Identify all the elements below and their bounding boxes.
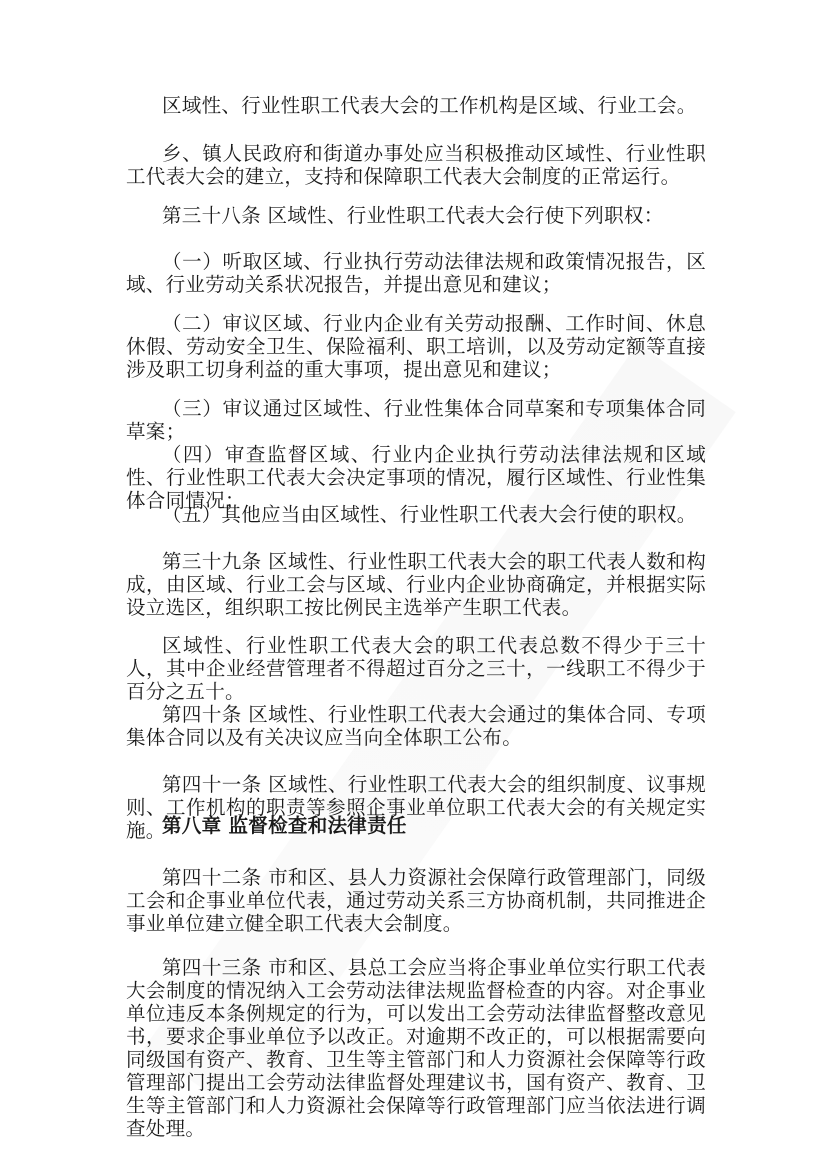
paragraph: 乡、镇人民政府和街道办事处应当积极推动区域性、行业性职工代表大会的建立，支持和保障职工代表大会制度的正常运行。: [126, 142, 706, 188]
list-item: （三）审议通过区域性、行业性集体合同草案和专项集体合同草案；: [126, 397, 706, 443]
article-39: 第三十九条 区域性、行业性职工代表大会的职工代表人数和构成，由区域、行业工会与区域、行业内企业协商确定，并根据实际设立选区，组织职工按比例民主选举产生职工代表。: [126, 550, 706, 619]
article-42: 第四十二条 市和区、县人力资源社会保障行政管理部门，同级工会和企事业单位代表，通过劳动关系三方协商机制，共同推进企事业单位建立健全职工代表大会制度。: [126, 866, 706, 935]
list-item: （五）其他应当由区域性、行业性职工代表大会行使的职权。: [162, 503, 697, 526]
article-38: 第三十八条 区域性、行业性职工代表大会行使下列职权：: [162, 204, 664, 227]
article-41: 第四十一条 区域性、行业性职工代表大会的组织制度、议事规则、工作机构的职责等参照企事业单位职工代表大会的有关规定实施。: [126, 773, 706, 842]
list-item: （四）审查监督区域、行业内企业执行劳动法律法规和区域性、行业性职工代表大会决定事项的情况，履行区域性、行业性集体合同情况；: [126, 443, 706, 512]
list-item: （二）审议区域、行业内企业有关劳动报酬、工作时间、休息休假、劳动安全卫生、保险福利、职工培训，以及劳动定额等直接涉及职工切身利益的重大事项，提出意见和建议；: [126, 312, 706, 381]
article-40: 第四十条 区域性、行业性职工代表大会通过的集体合同、专项集体合同以及有关决议应当向全体职工公布。: [126, 703, 706, 749]
paragraph: 区域性、行业性职工代表大会的工作机构是区域、行业工会。: [162, 94, 697, 117]
paragraph: 区域性、行业性职工代表大会的职工代表总数不得少于三十人，其中企业经营管理者不得超过百分之三十，一线职工不得少于百分之五十。: [126, 634, 706, 703]
chapter-heading: 第八章 监督检查和法律责任: [162, 814, 407, 837]
article-43: 第四十三条 市和区、县总工会应当将企事业单位实行职工代表大会制度的情况纳入工会劳动法律法规监督检查的内容。对企事业单位违反本条例规定的行为，可以发出工会劳动法律监督整改意见书，要求企事业单位予以改正。对逾期不改正的，可以根据需要向同级国有资产、教育、卫生等主管部门和人力资源社会保障等行政管理部门提出工会劳动法律监督处理建议书，国有资产、教育、卫生等主管部门和人力资源社会保障等行政管理部门应当依法进行调查处理。: [126, 956, 706, 1140]
list-item: （一）听取区域、行业执行劳动法律法规和政策情况报告，区域、行业劳动关系状况报告，并提出意见和建议；: [126, 250, 706, 296]
